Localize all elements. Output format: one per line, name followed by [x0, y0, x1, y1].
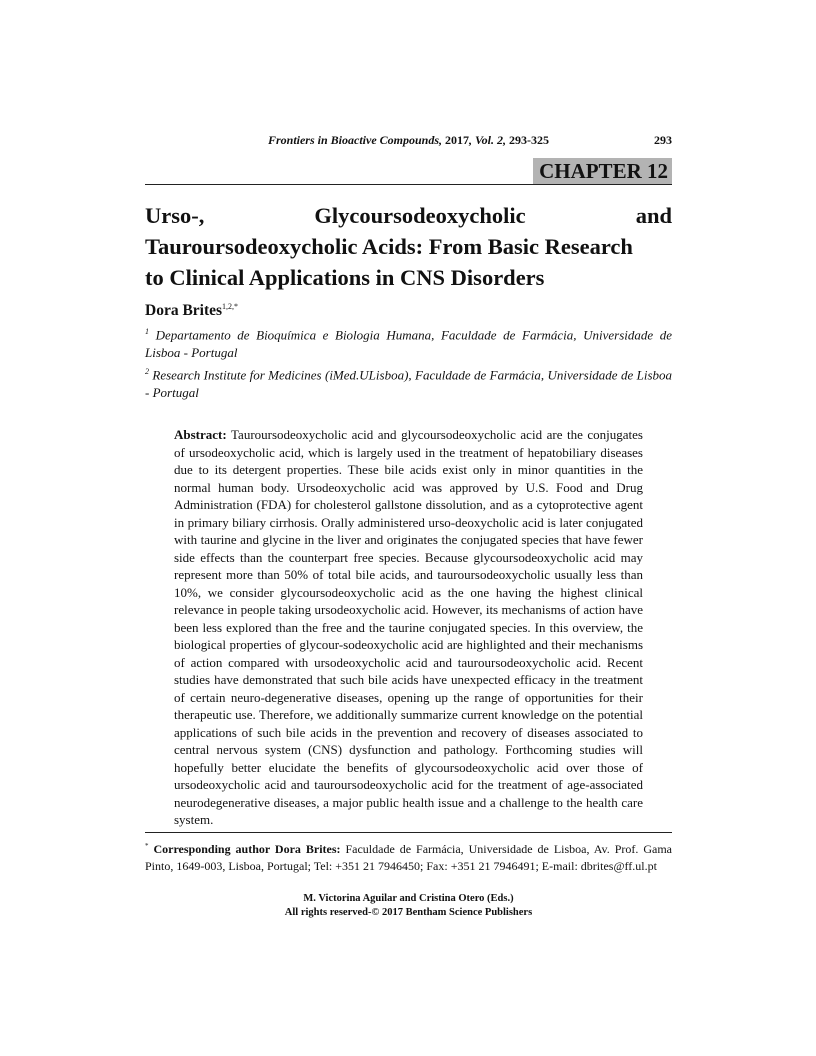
title-line: to Clinical Applications in CNS Disorders	[145, 265, 545, 290]
footnote-label: Corresponding author Dora Brites:	[153, 842, 341, 856]
journal-volume: Vol. 2	[475, 133, 504, 147]
journal-name: Frontiers in Bioactive Compounds	[267, 133, 439, 147]
footnote-text: Faculdade de Farmácia, Universidade de Lisboa, Av. Prof. Gama Pinto, 1649-003, Lisboa, Portugal; Tel: +351 21 7946450; Fax: +351 21 7946491; E-mail: dbrites@ff.ul.pt	[145, 842, 672, 873]
page-number: 293	[654, 133, 672, 147]
affiliation-number: 1	[145, 327, 149, 336]
chapter-title	[145, 200, 672, 293]
copyright-line: All rights reserved-© 2017 Bentham Science Publishers	[284, 907, 533, 918]
footnote-mark: *	[145, 842, 149, 850]
chapter-label: CHAPTER 12	[533, 158, 672, 184]
title-line: Urso-, Glycoursodeoxycholic and	[145, 203, 672, 228]
author-line	[145, 302, 238, 320]
footnote-divider	[145, 832, 672, 833]
abstract	[174, 426, 643, 829]
chapter-divider	[145, 184, 672, 185]
abstract-label: Abstract:	[174, 427, 227, 442]
affiliation-text: Departamento de Bioquímica e Biologia Humana, Faculdade de Farmácia, Universidade de Lisboa - Portugal	[145, 327, 673, 360]
author-name: Dora Brites	[145, 302, 223, 320]
affiliation-2	[145, 363, 672, 401]
author-affiliation-marks: 1,2,*	[222, 302, 239, 311]
corresponding-author-footnote	[145, 838, 672, 874]
journal-pages: 293-325	[509, 133, 550, 147]
affiliation-number: 2	[145, 367, 149, 376]
journal-year: 2017	[445, 133, 469, 147]
affiliation-text: Research Institute for Medicines (iMed.ULisboa), Faculdade de Farmácia, Universidade de Lisboa - Portugal	[145, 367, 673, 400]
journal-citation: Frontiers in Bioactive Compounds, 2017, Vol. 2, 293-325	[267, 133, 550, 147]
abstract-text: Tauroursodeoxycholic acid and glycoursodeoxycholic acid are the conjugates of ursodeoxycholic acid, which is largely used in the treatment of hepatobiliary diseases due to its detergent properties. These bile acids exist only in minor quantities in the normal human body. Ursodeoxycholic acid was approved by U.S. Food and Drug Administration (FDA) for cholesterol gallstone dissolution, and as a cytoprotective agent in primary biliary cirrhosis. Orally administered urso-deoxycholic acid is later conjugated with taurine and glycine in the liver and originates the conjugated species that have fewer side effects than the counterpart free species. Because glycoursodeoxycholic acid may represent more than 50% of total bile acids, and tauroursodeoxycholic usually less than 10%, we consider glycoursodeoxycholic acid as the one having the highest clinical relevance in people taking ursodeoxycholic acid. However, its mechanisms of action have been less explored than the free and the taurine conjugated species. In this overview, the biological properties of glycour-sodeoxycholic acid are highlighted and their mechanisms of action compared with ursodeoxycholic acid and tauroursodeoxycholic acid. Recent studies have demonstrated that such bile acids have unexpected efficacy in the treatment of certain neuro-degenerative diseases, opening up the range of opportunities for their therapeutic use. Therefore, we additionally summarize current knowledge on the potential applications of such bile acids in the prevention and recovery of diseases associated to central nervous system (CNS) dysfunction and pathology. Forthcoming studies will hopefully better elucidate the benefits of glycoursodeoxycholic acid over those of ursodeoxycholic acid and tauroursodeoxycholic acid for the treatment of age-associated neurodegenerative diseases, a major public health issue and a challenge to the health care system.	[174, 427, 643, 827]
editors-line: M. Victorina Aguilar and Cristina Otero (Eds.)	[303, 893, 514, 904]
affiliation-1	[145, 323, 672, 361]
running-header	[145, 133, 672, 149]
title-line: Tauroursodeoxycholic Acids: From Basic Research	[145, 234, 633, 259]
